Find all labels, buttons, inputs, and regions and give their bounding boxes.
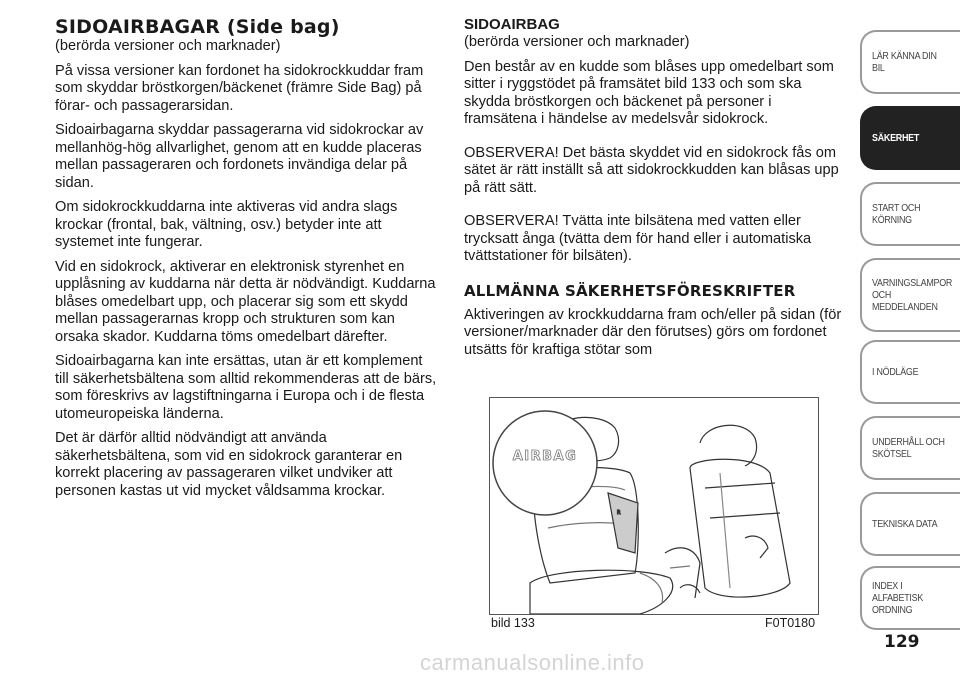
tab-label: I NÖDLÄGE (872, 366, 919, 378)
tab-label: VARNINGSLAMPOR OCH MEDDELANDEN (872, 277, 953, 313)
paragraph: Det är därför alltid nödvändigt att använda säkerhetsbältena, som vid en sidokrock garanterar en korrekt placering av passageraren vilket undviker att personen kastas ut vid mycket våldsamma krockar. (55, 430, 403, 499)
sidoairbag-subtitle: (berörda versioner och marknader) (464, 34, 690, 50)
paragraph: Sidoairbagarna skyddar passagerarna vid sidokrockar av mellanhög-hög allvarlighet, genom att en kudde placeras mellan passageraren och fordonets invändiga delar på sidan. (55, 122, 424, 191)
tab-sakerhet[interactable] (860, 106, 960, 170)
tab-label: TEKNISKA DATA (872, 518, 938, 530)
right-column (464, 16, 844, 366)
seat-airbag-illustration (489, 397, 819, 615)
tab-label: INDEX I ALFABETISK ORDNING (872, 580, 924, 616)
figure-code: F0T0180 (765, 616, 816, 630)
side-bag-subtitle: (berörda versioner och marknader) (55, 38, 281, 54)
page-number: 129 (884, 632, 920, 652)
tab-tekniska-data[interactable] (860, 492, 960, 556)
note-paragraph: OBSERVERA! Tvätta inte bilsätena med vatten eller trycksatt ånga (tvätta dem för hand eller i automatiska tvättstationer för bilsäten). (464, 213, 812, 264)
left-column (55, 16, 440, 507)
safety-section-title: ALLMÄNNA SÄKERHETSFÖRESKRIFTER (464, 281, 796, 300)
paragraph: På vissa versioner kan fordonet ha sidokrockkuddar fram som skyddar bröstkorgen/bäckenet (främre Side Bag) på förar- och passagerarsidan. (55, 62, 424, 114)
note-paragraph: OBSERVERA! Det bästa skyddet vid en sidokrock fås om sätet är rätt inställt så att sidokrockkudden kan blåsas upp på rätt sätt. (464, 144, 839, 196)
tab-varningslampor[interactable] (860, 258, 960, 332)
tab-label: SÄKERHET (872, 132, 920, 144)
tab-label: UNDERHÅLL OCH SKÖTSEL (872, 436, 945, 460)
tab-index[interactable] (860, 566, 960, 630)
chapter-tabs (860, 20, 960, 630)
seat-drawing (490, 398, 819, 615)
paragraph: Vid en sidokrock, aktiverar en elektronisk styrenhet en upplåsning av kuddarna när detta är nödvändigt. Kuddarna blåses omedelbart upp, och placerar sig som ett skydd mellan passagerarnas kropp och strukturen som kan orsaka skador. Kuddarna töms omedelbart därefter. (55, 258, 436, 345)
tab-start-och-korning[interactable] (860, 182, 960, 246)
tab-lar-kanna-din-bil[interactable] (860, 30, 960, 94)
paragraph: Den består av en kudde som blåses upp omedelbart som sitter i ryggstödet på framsätet bild 133 och som ska skydda bröstkorgen och bäckenet på personer i framsätena i händelse av medelsvår sidokrock. (464, 58, 834, 127)
figure-caption: bild 133 (491, 616, 535, 630)
tab-underhall-och-skotsel[interactable] (860, 416, 960, 480)
tab-label: LÄR KÄNNA DIN BIL (872, 50, 937, 74)
watermark: carmanualsonline.info (420, 650, 645, 675)
paragraph: Sidoairbagarna kan inte ersättas, utan är ett komplement till säkerhetsbältena som alltid rekommenderas att de bärs, som föreskrivs av lagstiftningarna i Europa och i de flesta utomeuropeiska länderna. (55, 353, 437, 422)
paragraph: Om sidokrockkuddarna inte aktiveras vid andra slags krockar (frontal, bak, vältning, osv.) betyder inte att systemet inte fungerar. (55, 199, 398, 250)
tab-label: START OCH KÖRNING (872, 202, 921, 226)
side-bag-title: SIDOAIRBAGAR (Side bag) (55, 16, 340, 38)
airbag-label: AIRBAG (512, 449, 578, 464)
tab-i-nodlage[interactable] (860, 340, 960, 404)
sidoairbag-title: SIDOAIRBAG (464, 16, 560, 33)
paragraph: Aktiveringen av krockkuddarna fram och/eller på sidan (för versioner/marknader där den förutses) görs om fordonet utsätts för kraftiga stötar som (464, 306, 842, 358)
svg-text:R: R (617, 510, 621, 516)
